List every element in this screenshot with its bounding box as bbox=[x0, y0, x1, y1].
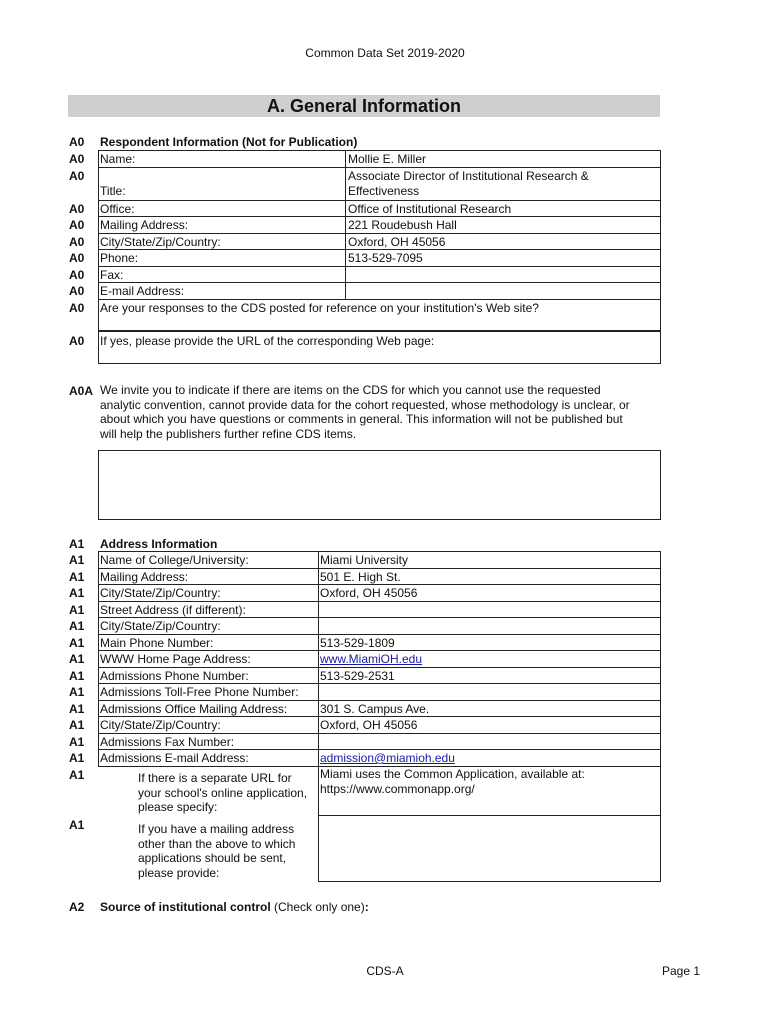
field-value[interactable]: Mollie E. Miller bbox=[348, 152, 427, 166]
item-code: A0 bbox=[69, 301, 85, 315]
item-code: A0 bbox=[69, 251, 85, 265]
item-code: A1 bbox=[69, 553, 85, 567]
document-header: Common Data Set 2019-2020 bbox=[305, 46, 465, 60]
item-code: A1 bbox=[69, 718, 85, 732]
field-label: WWW Home Page Address: bbox=[100, 652, 251, 666]
item-code: A1 bbox=[69, 652, 85, 666]
label-line: If you have a mailing address bbox=[138, 822, 295, 836]
field-label: City/State/Zip/Country: bbox=[100, 586, 221, 600]
field-label: Title: bbox=[100, 184, 126, 198]
item-code: A1 bbox=[69, 586, 85, 600]
row-divider bbox=[98, 700, 661, 701]
field-label: Admissions E-mail Address: bbox=[100, 751, 249, 765]
row-divider bbox=[98, 282, 661, 283]
field-label: Mailing Address: bbox=[100, 218, 189, 232]
item-code: A0 bbox=[69, 334, 85, 348]
item-code: A0 bbox=[69, 152, 85, 166]
label-line: applications should be sent, bbox=[138, 851, 287, 865]
a2-colon: : bbox=[364, 900, 369, 914]
instruction-line: analytic convention, cannot provide data for the cohort requested, whose methodology is unclear, or bbox=[100, 397, 630, 412]
row-divider bbox=[98, 167, 661, 168]
section-title: A. General Information bbox=[68, 95, 660, 117]
row-divider bbox=[98, 249, 661, 250]
field-value[interactable]: Oxford, OH 45056 bbox=[348, 235, 446, 249]
field-label: Name of College/University: bbox=[100, 553, 249, 567]
item-code: A1 bbox=[69, 702, 85, 716]
row-divider bbox=[98, 233, 661, 234]
field-label: Mailing Address: bbox=[100, 570, 189, 584]
row-divider bbox=[98, 716, 661, 717]
instruction-line: We invite you to indicate if there are items on the CDS for which you cannot use the requested bbox=[100, 383, 601, 397]
item-code: A0 bbox=[69, 218, 85, 232]
field-value[interactable]: 501 E. High St. bbox=[320, 570, 401, 584]
field-value[interactable]: 513-529-7095 bbox=[348, 251, 423, 265]
field-value[interactable]: Associate Director of Institutional Research & bbox=[348, 169, 589, 183]
field-value-continued[interactable]: Effectiveness bbox=[348, 184, 420, 198]
field-value[interactable]: 301 S. Campus Ave. bbox=[320, 702, 430, 716]
field-label: Admissions Office Mailing Address: bbox=[100, 702, 288, 716]
field-label: Admissions Fax Number: bbox=[100, 735, 235, 749]
a2-title: Source of institutional control bbox=[100, 900, 271, 914]
item-code: A0 bbox=[69, 135, 85, 149]
item-code: A0 bbox=[69, 235, 85, 249]
item-code: A1 bbox=[69, 751, 85, 765]
field-label: Fax: bbox=[100, 268, 124, 282]
item-code: A1 bbox=[69, 669, 85, 683]
a2-instruction: (Check only one) bbox=[270, 900, 365, 914]
row-divider bbox=[98, 568, 661, 569]
field-label: Street Address (if different): bbox=[100, 603, 246, 617]
item-code: A0 bbox=[69, 202, 85, 216]
item-code: A1 bbox=[69, 768, 85, 782]
field-label: Main Phone Number: bbox=[100, 636, 214, 650]
item-code: A1 bbox=[69, 818, 85, 832]
homepage-link[interactable]: www.MiamiOH.edu bbox=[320, 652, 423, 666]
row-divider bbox=[98, 266, 661, 267]
item-code: A1 bbox=[69, 570, 85, 584]
page-number: Page 1 bbox=[662, 964, 701, 978]
item-code: A1 bbox=[69, 619, 85, 633]
field-value[interactable]: 513-529-1809 bbox=[320, 636, 395, 650]
item-code: A1 bbox=[69, 685, 85, 699]
row-divider bbox=[98, 683, 661, 684]
label-line: other than the above to which bbox=[138, 836, 296, 851]
field-value[interactable]: Oxford, OH 45056 bbox=[320, 718, 418, 732]
field-label: Office: bbox=[100, 202, 135, 216]
row-divider bbox=[98, 216, 661, 217]
label-line: please provide: bbox=[138, 865, 220, 880]
field-label: Phone: bbox=[100, 251, 139, 265]
column-divider bbox=[345, 150, 346, 300]
item-code: A1 bbox=[69, 636, 85, 650]
item-code: A1 bbox=[69, 537, 85, 551]
item-code: A1 bbox=[69, 735, 85, 749]
a2-heading bbox=[100, 900, 369, 914]
row-divider bbox=[98, 650, 661, 651]
field-label: City/State/Zip/Country: bbox=[100, 619, 221, 633]
value-line: https://www.commonapp.org/ bbox=[320, 781, 475, 796]
field-value[interactable]: Oxford, OH 45056 bbox=[320, 586, 418, 600]
value-line: Miami uses the Common Application, available at: bbox=[320, 767, 585, 781]
row-divider bbox=[98, 749, 661, 750]
item-code: A0 bbox=[69, 169, 85, 183]
field-label: City/State/Zip/Country: bbox=[100, 718, 221, 732]
online-app-label bbox=[138, 771, 318, 815]
web-posting-question: Are your responses to the CDS posted for reference on your institution's Web site? bbox=[100, 301, 539, 315]
field-value[interactable]: 221 Roudebush Hall bbox=[348, 218, 457, 232]
instruction-line: will help the publishers further refine CDS items. bbox=[100, 426, 357, 441]
field-label: Admissions Phone Number: bbox=[100, 669, 249, 683]
admissions-email-link[interactable]: admission@miamioh.edu bbox=[320, 751, 455, 765]
item-code: A0 bbox=[69, 268, 85, 282]
field-value[interactable]: Miami University bbox=[320, 553, 409, 567]
label-line: your school's online application, bbox=[138, 785, 308, 800]
row-divider bbox=[98, 634, 661, 635]
online-app-value bbox=[320, 767, 658, 796]
a1-heading: Address Information bbox=[100, 537, 218, 551]
a0a-comment-box[interactable] bbox=[98, 450, 661, 520]
instruction-line: about which you have questions or comments in general. This information will not be published but bbox=[100, 412, 623, 426]
a0-heading: Respondent Information (Not for Publication) bbox=[100, 135, 358, 149]
alt-mail-label bbox=[138, 822, 318, 880]
field-label: Admissions Toll-Free Phone Number: bbox=[100, 685, 299, 699]
row-divider bbox=[98, 733, 661, 734]
label-line: If there is a separate URL for bbox=[138, 771, 292, 785]
item-code: A0A bbox=[69, 384, 94, 398]
footer-section-label: CDS-A bbox=[366, 964, 404, 978]
alt-mail-value-box[interactable] bbox=[318, 815, 661, 882]
a0a-instructions bbox=[100, 383, 662, 441]
label-line: please specify: bbox=[138, 800, 218, 814]
field-label: E-mail Address: bbox=[100, 284, 185, 298]
item-code: A0 bbox=[69, 284, 85, 298]
field-value[interactable]: Office of Institutional Research bbox=[348, 202, 512, 216]
row-divider bbox=[98, 584, 661, 585]
field-label: City/State/Zip/Country: bbox=[100, 235, 221, 249]
row-divider bbox=[98, 601, 661, 602]
field-value[interactable]: 513-529-2531 bbox=[320, 669, 395, 683]
field-label: Name: bbox=[100, 152, 136, 166]
item-code: A1 bbox=[69, 603, 85, 617]
row-divider bbox=[98, 617, 661, 618]
item-code: A2 bbox=[69, 900, 85, 914]
row-divider bbox=[98, 200, 661, 201]
row-divider bbox=[98, 667, 661, 668]
url-question: If yes, please provide the URL of the corresponding Web page: bbox=[100, 334, 435, 348]
